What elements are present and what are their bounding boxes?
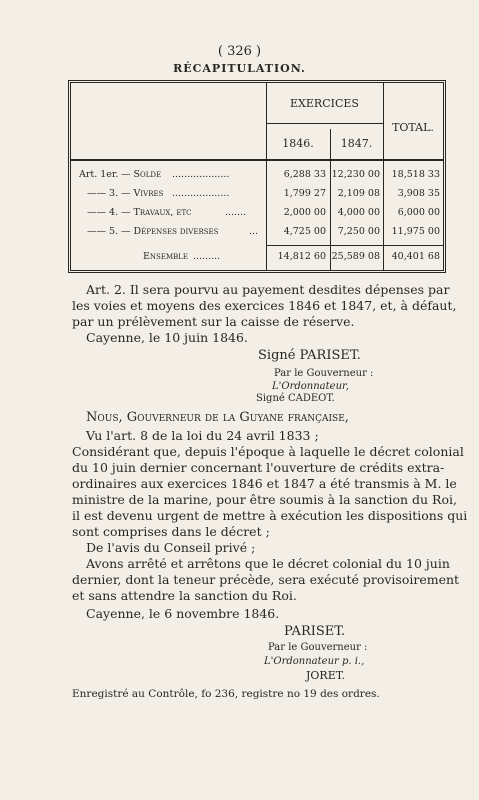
body-line: ordinaires aux exercices 1846 et 1847 a été transmis à M. le: [72, 476, 457, 491]
par-gouverneur-2: Par le Gouverneur :: [268, 642, 368, 653]
row-art: Art. 1er.: [79, 169, 119, 180]
registration-note: Enregistré au Contrôle, fo 236, registre no 19 des ordres.: [72, 688, 380, 700]
row-1846: 2,000 00: [283, 207, 326, 218]
row-1847: 2,109 08: [337, 188, 380, 199]
art2-line: Art. 2. Il sera pourvu au payement desdites dépenses par: [86, 282, 450, 297]
row-label: — Solde: [121, 169, 162, 180]
leader-dots: .......: [225, 207, 247, 218]
body-line: du 10 juin dernier concernant l'ouverture de crédits extra-: [72, 460, 445, 475]
body-line: et sans attendre la sanction du Roi.: [72, 588, 297, 603]
row-1847: 7,250 00: [337, 226, 380, 237]
row-total: 18,518 33: [391, 169, 440, 180]
body-line: Avons arrêté et arrêtons que le décret colonial du 10 juin: [86, 556, 450, 571]
leader-dots: .........: [193, 251, 221, 262]
signature-pariset-2: PARISET.: [284, 624, 346, 639]
body-line: il est devenu urgent de mettre à exécution les dispositions qui: [72, 508, 468, 523]
body-line: ministre de la marine, pour être soumis à la sanction du Roi,: [72, 492, 457, 507]
header-divider: [71, 159, 443, 161]
ensemble-label: Ensemble: [143, 251, 189, 262]
row-art: —— 5.: [87, 226, 119, 237]
ensemble-total: 40,401 68: [391, 251, 440, 262]
body-line: De l'avis du Conseil privé ;: [86, 540, 256, 555]
page-title: RÉCAPITULATION.: [173, 62, 306, 75]
leader-dots: ...................: [172, 188, 230, 199]
par-gouverneur-1: Par le Gouverneur :: [274, 368, 374, 379]
header-rule: [266, 123, 383, 124]
row-label: — Travaux, etc: [121, 207, 192, 218]
total-header: TOTAL.: [392, 121, 434, 134]
page-number: ( 326 ): [217, 44, 262, 59]
ensemble-1846: 14,812 60: [277, 251, 326, 262]
sum-rule: [266, 245, 443, 246]
body-line: Considérant que, depuis l'époque à laquelle le décret colonial: [72, 444, 464, 459]
row-1846: 1,799 27: [283, 188, 326, 199]
signature-pariset-1: Signé PARISET.: [258, 348, 361, 363]
art2-line: par un prélèvement sur la caisse de réserve.: [72, 314, 355, 329]
ensemble-1847: 25,589 08: [331, 251, 380, 262]
exercices-header: EXERCICES: [290, 97, 359, 110]
row-total: 6,000 00: [397, 207, 440, 218]
leader-dots: ...: [249, 226, 259, 237]
row-art: —— 3.: [87, 188, 119, 199]
nous-gouverneur: Nous, Gouverneur de la Guyane française,: [86, 410, 349, 425]
art2-line: les voies et moyens des exercices 1846 et 1847, et, à défaut,: [72, 298, 457, 313]
row-1846: 4,725 00: [283, 226, 326, 237]
col-divider: [330, 129, 331, 270]
body-line: dernier, dont la teneur précède, sera exécuté provisoirement: [72, 572, 460, 587]
row-label: — Vivres: [121, 188, 164, 199]
row-label: — Dépenses diverses: [121, 226, 219, 237]
row-total: 11,975 00: [391, 226, 440, 237]
signature-joret: JORET.: [306, 669, 345, 682]
ordonnateur-2: L'Ordonnateur p. i.,: [264, 656, 365, 667]
row-1847: 12,230 00: [331, 169, 380, 180]
cayenne-date-2: Cayenne, le 6 novembre 1846.: [86, 606, 280, 621]
body-line: sont comprises dans le décret ;: [72, 524, 270, 539]
row-art: —— 4.: [87, 207, 119, 218]
cayenne-date-1: Cayenne, le 10 juin 1846.: [86, 330, 248, 345]
signature-cadeot: Signé CADEOT.: [256, 393, 335, 404]
ordonnateur-1: L'Ordonnateur,: [272, 381, 349, 392]
year-1846-header: 1846.: [282, 137, 314, 150]
row-1846: 6,288 33: [283, 169, 326, 180]
recap-table: [68, 80, 446, 273]
row-total: 3,908 35: [397, 188, 440, 199]
leader-dots: ...................: [172, 169, 230, 180]
year-1847-header: 1847.: [340, 137, 373, 150]
row-1847: 4,000 00: [337, 207, 380, 218]
body-line: Vu l'art. 8 de la loi du 24 avril 1833 ;: [86, 428, 319, 443]
